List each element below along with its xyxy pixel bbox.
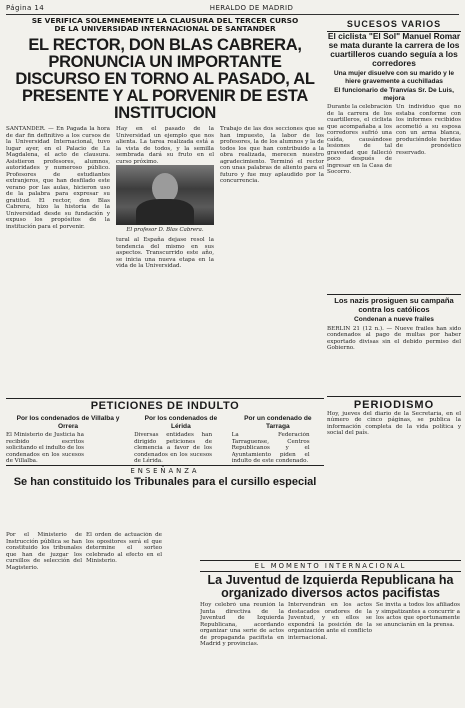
main-column-2-text: Hay en el pasado de la Universidad un ejemplo que nos alienta. La tarea realizada está a la vista de todos, y la semilla sembrada dará su fruto en el curso próximo.: [116, 126, 214, 165]
main-column-2b-text: tural al España dejase resol la tendencia del mismo en sus aspectos. Transcurrido este año, se inicia una nueva etapa en la vida de la Universidad.: [116, 237, 214, 269]
ensenanza-title: ENSEÑANZA: [130, 467, 200, 475]
peticiones-col2-head: Por los condenados de Lérida: [144, 415, 218, 430]
peticiones-title: PETICIONES DE INDULTO: [90, 400, 240, 412]
momento-section: [200, 560, 461, 706]
nazis-headline: Los nazis prosiguen su campaña contra los católicos: [334, 296, 454, 314]
masthead: [6, 4, 459, 15]
periodismo-title: PERIODISMO: [327, 396, 461, 411]
nazis-subhead: Condenan a nueve frailes: [354, 316, 434, 323]
nazis-text: BERLIN 21 (12 n.). — Nueve frailes han sido condenados al pago de multas por haber exportado divisas sin el debido permiso del Gobierno.: [327, 325, 461, 351]
peticiones-section: [6, 398, 324, 464]
sucesos-headline-3: El funcionario de Tranvías Sr. De Luis, mejora: [334, 87, 454, 102]
peticiones-col1: El Ministerio de Justicia ha recibido escritos solicitando el indulto de los condenados en los sucesos de Villalba.: [6, 432, 84, 464]
main-headline: EL RECTOR, DON BLAS CABRERA, PRONUNCIA UN IMPORTANTE DISCURSO EN TORNO AL PASADO, AL PRESENTE Y AL PORVENIR DE ESTA INSTITUCION: [15, 36, 315, 122]
periodismo-text: Hoy, jueves del diario de la Secretaría, en el número de cinco páginas, se publica la información completa de la vida política y social del país.: [327, 410, 461, 436]
main-kicker-2: DE LA UNIVERSIDAD INTERNACIONAL DE SANTANDER: [54, 24, 276, 33]
sucesos-title: SUCESOS VARIOS: [346, 19, 442, 29]
ensenanza-headline: Se han constituido los Tribunales para el cursillo especial: [13, 476, 317, 488]
ensenanza-col-2: El orden de actuación de los opositores será el que determine el sorteo celebrado al efecto en el Ministerio.: [86, 532, 162, 564]
newspaper-title: HERALDO DE MADRID: [209, 4, 294, 12]
momento-col-1: Hoy celebró una reunión la Junta directiva de la Juventud de Izquierda Republicana, acordando organizar una serie de actos de propaganda pacifista en Madrid y provincias.: [200, 602, 284, 647]
peticiones-col1-head: Por los condenados de Villalba y Orrera: [16, 415, 120, 430]
sucesos-headline-1: El ciclista "El Sol" Manuel Romar se mata durante la carrera de los cuartilleros cuando seguía a los corredores: [327, 31, 461, 68]
peticiones-col2: Diversas entidades han dirigido peticiones de clemencia a favor de los condenados en los sucesos de Lérida.: [134, 432, 213, 464]
sucesos-col-a: Durante la celebración de la carrera de los cuartilleros, el ciclista que acompañaba a los corredores sufrió una caída, causándose lesiones de tal gravedad que falleció poco después de ingresar en la Casa de Socorro.: [327, 104, 392, 175]
main-column-1: SANTANDER. — En Pagada la hora de dar fin definitivo a los cursos de la Universidad Internacional, tuvo lugar ayer, en el Palacio de La Magdalena, el acto de clausura. Asistieron profesores, alumnos, autoridades y numeroso público. Profesores de estudiantes extranjeros, que han desfilado este verano por las aulas, hicieron uso de la palabra para expresar su gratitud. El rector, don Blas Cabrera, hizo la historia de la Universidad desde su fundación y expuso los propósitos de la institución para el porvenir.: [6, 126, 110, 230]
sucesos-col-b: Un individuo que no estaba conforme con los informes recibidos acometió a su esposa con un arma blanca, produciéndole heridas de pronóstico reservado.: [396, 104, 461, 156]
momento-col-2: Intervendrán en los actos destacados oradores de la Juventud, y en ellos se expondrá la posición de la organización ante el conflicto internacional.: [288, 602, 372, 641]
peticiones-col3-head: Por un condenado de Tarraga: [244, 415, 312, 430]
portrait-photo: [116, 165, 214, 225]
page-number: Página 14: [6, 4, 45, 12]
momento-headline: La Juventud de Izquierda Republicana ha organizado diversos actos pacifistas: [200, 574, 461, 600]
main-article: [6, 17, 324, 334]
main-column-2: [116, 126, 214, 379]
peticiones-col3: La Federación Tarraguense, Centros Republicanos y el Ayuntamiento piden el indulto de este condenado.: [231, 432, 310, 464]
sucesos-headline-2: Una mujer disuelve con su marido y le hiere gravemente a cuchilladas: [333, 70, 455, 85]
ensenanza-col-1: Por el Ministerio de Instrucción pública se han constituido los tribunales que han de juzgar los cursillos de selección del Magisterio.: [6, 532, 82, 571]
momento-col-3: Se invita a todos los afiliados y simpatizantes a concurrir a los actos que oportunamente se anunciarán en la prensa.: [376, 602, 460, 628]
main-column-3: Trabajo de las dos secciones que se han impuesto, la labor de los profesores, la de los alumnos y la de todos los que han contribuido a la obra realizada, merecen nuestro agradecimiento. Terminó el rector con unas palabras de aliento para el futuro y fue muy aplaudido por la concurrencia.: [220, 126, 324, 184]
photo-caption: El profesor D. Blas Cabrera.: [126, 227, 204, 233]
momento-title: EL MOMENTO INTERNACIONAL: [200, 560, 461, 572]
main-kicker-1: SE VERIFICA SOLEMNEMENTE LA CLAUSURA DEL TERCER CURSO: [31, 16, 299, 25]
